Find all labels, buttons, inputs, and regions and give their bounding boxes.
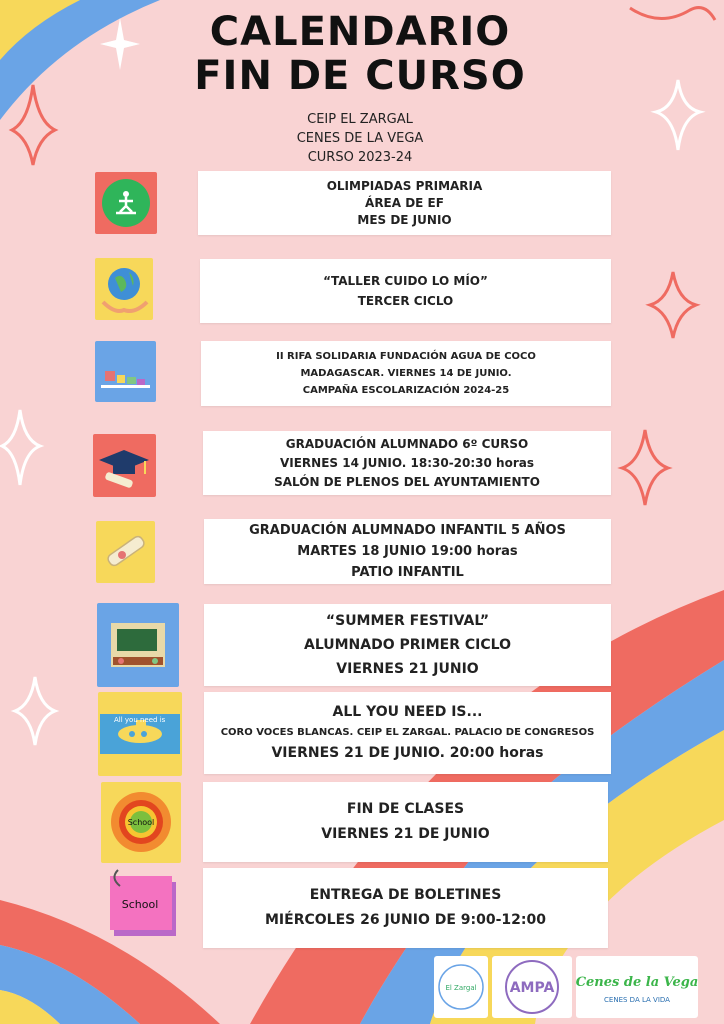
svg-text:AMPA: AMPA bbox=[509, 980, 555, 996]
event-card-choir bbox=[204, 692, 611, 774]
graduation-cap-icon bbox=[93, 434, 156, 497]
event-line: CORO VOCES BLANCAS. CEIP EL ZARGAL. PALACIO DE CONGRESOS bbox=[220, 727, 595, 738]
event-line: VIERNES 21 JUNIO bbox=[336, 661, 479, 677]
title-line-2: FIN DE CURSO bbox=[194, 53, 526, 99]
earth-hands-icon bbox=[95, 258, 153, 320]
svg-text:School: School bbox=[121, 898, 159, 911]
event-line: OLIMPIADAS PRIMARIA bbox=[326, 178, 483, 193]
school-info bbox=[240, 110, 480, 167]
event-line: II RIFA SOLIDARIA FUNDACIÓN AGUA DE COCO bbox=[276, 351, 536, 362]
town-name: CENES DE LA VEGA bbox=[296, 131, 424, 146]
flower-icon bbox=[101, 782, 181, 863]
event-card-raffle bbox=[201, 341, 611, 406]
event-card-workshop bbox=[200, 259, 611, 323]
event-line: MADAGASCAR. VIERNES 14 DE JUNIO. bbox=[300, 368, 512, 379]
event-line: SALÓN DE PLENOS DEL AYUNTAMIENTO bbox=[274, 474, 540, 489]
event-line: PATIO INFANTIL bbox=[351, 565, 464, 580]
svg-text:School: School bbox=[127, 818, 155, 827]
event-line: “SUMMER FESTIVAL” bbox=[325, 613, 490, 629]
event-card-graduation-6 bbox=[203, 431, 611, 495]
event-line: ÁREA DE EF bbox=[365, 195, 444, 210]
event-line: MARTES 18 JUNIO 19:00 horas bbox=[297, 544, 518, 559]
event-line: GRADUACIÓN ALUMNADO 6º CURSO bbox=[285, 436, 529, 451]
course-year: CURSO 2023-24 bbox=[307, 150, 413, 165]
event-card-graduation-infant bbox=[204, 519, 611, 584]
school-logo bbox=[434, 956, 488, 1018]
athlete-icon bbox=[95, 172, 157, 234]
gifts-icon bbox=[95, 341, 156, 402]
classroom-icon bbox=[97, 603, 179, 687]
event-line: “TALLER CUIDO LO MÍO” bbox=[323, 274, 488, 288]
svg-text:El Zargal: El Zargal bbox=[445, 984, 477, 992]
event-line: VIERNES 21 DE JUNIO bbox=[321, 826, 490, 842]
school-name: CEIP EL ZARGAL bbox=[307, 112, 413, 127]
event-line: ALUMNADO PRIMER CICLO bbox=[304, 637, 511, 653]
submarine-icon bbox=[98, 692, 182, 776]
title-line-1: CALENDARIO bbox=[209, 9, 511, 55]
event-line: VIERNES 21 DE JUNIO. 20:00 horas bbox=[271, 745, 544, 761]
event-card-report-cards bbox=[203, 868, 608, 948]
ampa-logo bbox=[492, 956, 572, 1018]
svg-text:All you need is: All you need is bbox=[114, 716, 166, 724]
event-card-olympics bbox=[198, 171, 611, 235]
event-line: ALL YOU NEED IS... bbox=[332, 704, 483, 720]
event-line: FIN DE CLASES bbox=[346, 801, 465, 817]
sticky-note-icon bbox=[104, 868, 184, 940]
event-card-end-classes bbox=[203, 782, 608, 862]
diploma-icon bbox=[96, 521, 155, 583]
svg-text:Cenes de la Vega: Cenes de la Vega bbox=[576, 975, 698, 990]
svg-text:CENES DA LA VIDA: CENES DA LA VIDA bbox=[604, 996, 670, 1004]
event-line: MES DE JUNIO bbox=[357, 212, 452, 227]
event-line: MIÉRCOLES 26 JUNIO DE 9:00-12:00 bbox=[265, 912, 546, 928]
event-line: VIERNES 14 JUNIO. 18:30-20:30 horas bbox=[279, 455, 534, 470]
event-line: ENTREGA DE BOLETINES bbox=[309, 887, 502, 903]
event-line: TERCER CICLO bbox=[357, 294, 454, 308]
town-logo bbox=[576, 956, 698, 1018]
event-card-summer-festival bbox=[204, 604, 611, 686]
page-title bbox=[150, 10, 570, 98]
event-line: CAMPAÑA ESCOLARIZACIÓN 2024-25 bbox=[302, 385, 510, 396]
event-line: GRADUACIÓN ALUMNADO INFANTIL 5 AÑOS bbox=[249, 523, 566, 538]
